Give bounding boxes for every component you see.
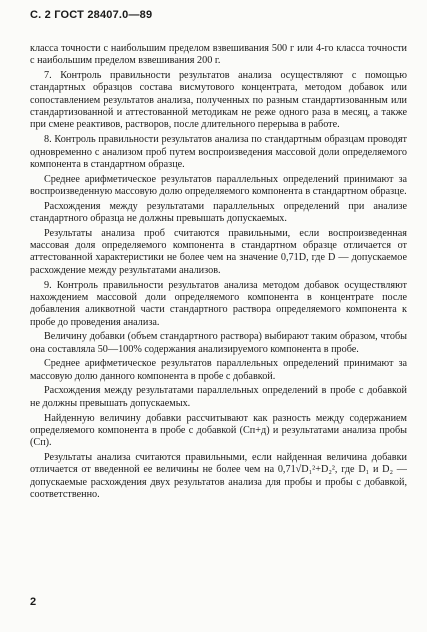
page-header: С. 2 ГОСТ 28407.0—89 [30,9,153,21]
paragraph-discrepancies-addition: Расхождения между результатами параллельных определений в пробе с добавкой не должны превышать допускаемых. [30,385,407,409]
paragraph-balance-class: класса точности с наибольшим пределом взвешивания 500 г или 4-го класса точности с наибольшим пределом взвешивания 200 г. [30,43,407,67]
paragraph-arithmetic-mean: Среднее арифметическое результатов параллельных определений принимают за воспроизведенную массовую долю определяемого компонента в стандартном образце. [30,173,407,197]
body-text [30,43,407,504]
page-number: 2 [30,596,37,608]
paragraph-addition-value: Величину добавки (объем стандартного раствора) выбирают таким образом, чтобы она составляла 50—100% содержания анализируемого компонента в пробе. [30,331,407,355]
paragraph-8-standard-samples: 8. Контроль правильности результатов анализа по стандартным образцам проводят одновременно с анализом проб путем воспроизведения массовой доли определяемого компонента в стандартном образце. [30,134,407,170]
paragraph-mean-with-addition: Среднее арифметическое результатов параллельных определений принимают за массовую долю данного компонента в пробе с добавкой. [30,358,407,382]
paragraph-9-additions-method: 9. Контроль правильности результатов анализа методом добавок осуществляют нахождением массовой доли определяемого компонента в концентрате после добавления аликвотной части стандартного раствора определяемого компонента к пробе до проведения анализа. [30,279,407,328]
paragraph-found-addition: Найденную величину добавки рассчитывают как разность между содержанием определяемого компонента в пробе с добавкой (Cп+д) и результатами анализа пробы (Cп). [30,412,407,449]
paragraph-7-accuracy-control: 7. Контроль правильности результатов анализа осуществляют с помощью стандартных образцов состава висмутового концентрата, методом добавок или сопоставлением результатов анализа, полученных по разным стандартизованным или стандартизованной и аттестованной методикам не реже одного раза в месяц, а также при смене реактивов, растворов, после длительного перерыва в работе. [30,70,407,131]
paragraph-results-correct: Результаты анализа проб считаются правильными, если воспроизведенная массовая доля определяемого компонента в стандартном образце отличается от аттестованной характеристики не более чем на значение 0,71D, где D — допускаемое расхождение между результатами анализов. [30,227,407,276]
paragraph-results-final: Результаты анализа считаются правильными, если найденная величина добавки отличается от введенной ее величины не более чем на 0,71√D₁²+D₂², где D₁ и D₂ — допускаемые расхождения двух результатов анализа для пробы и пробы с добавкой, соответственно. [30,451,407,500]
paragraph-discrepancies: Расхождения между результатами параллельных определений при анализе стандартного образца не должны превышать допускаемых. [30,200,407,225]
